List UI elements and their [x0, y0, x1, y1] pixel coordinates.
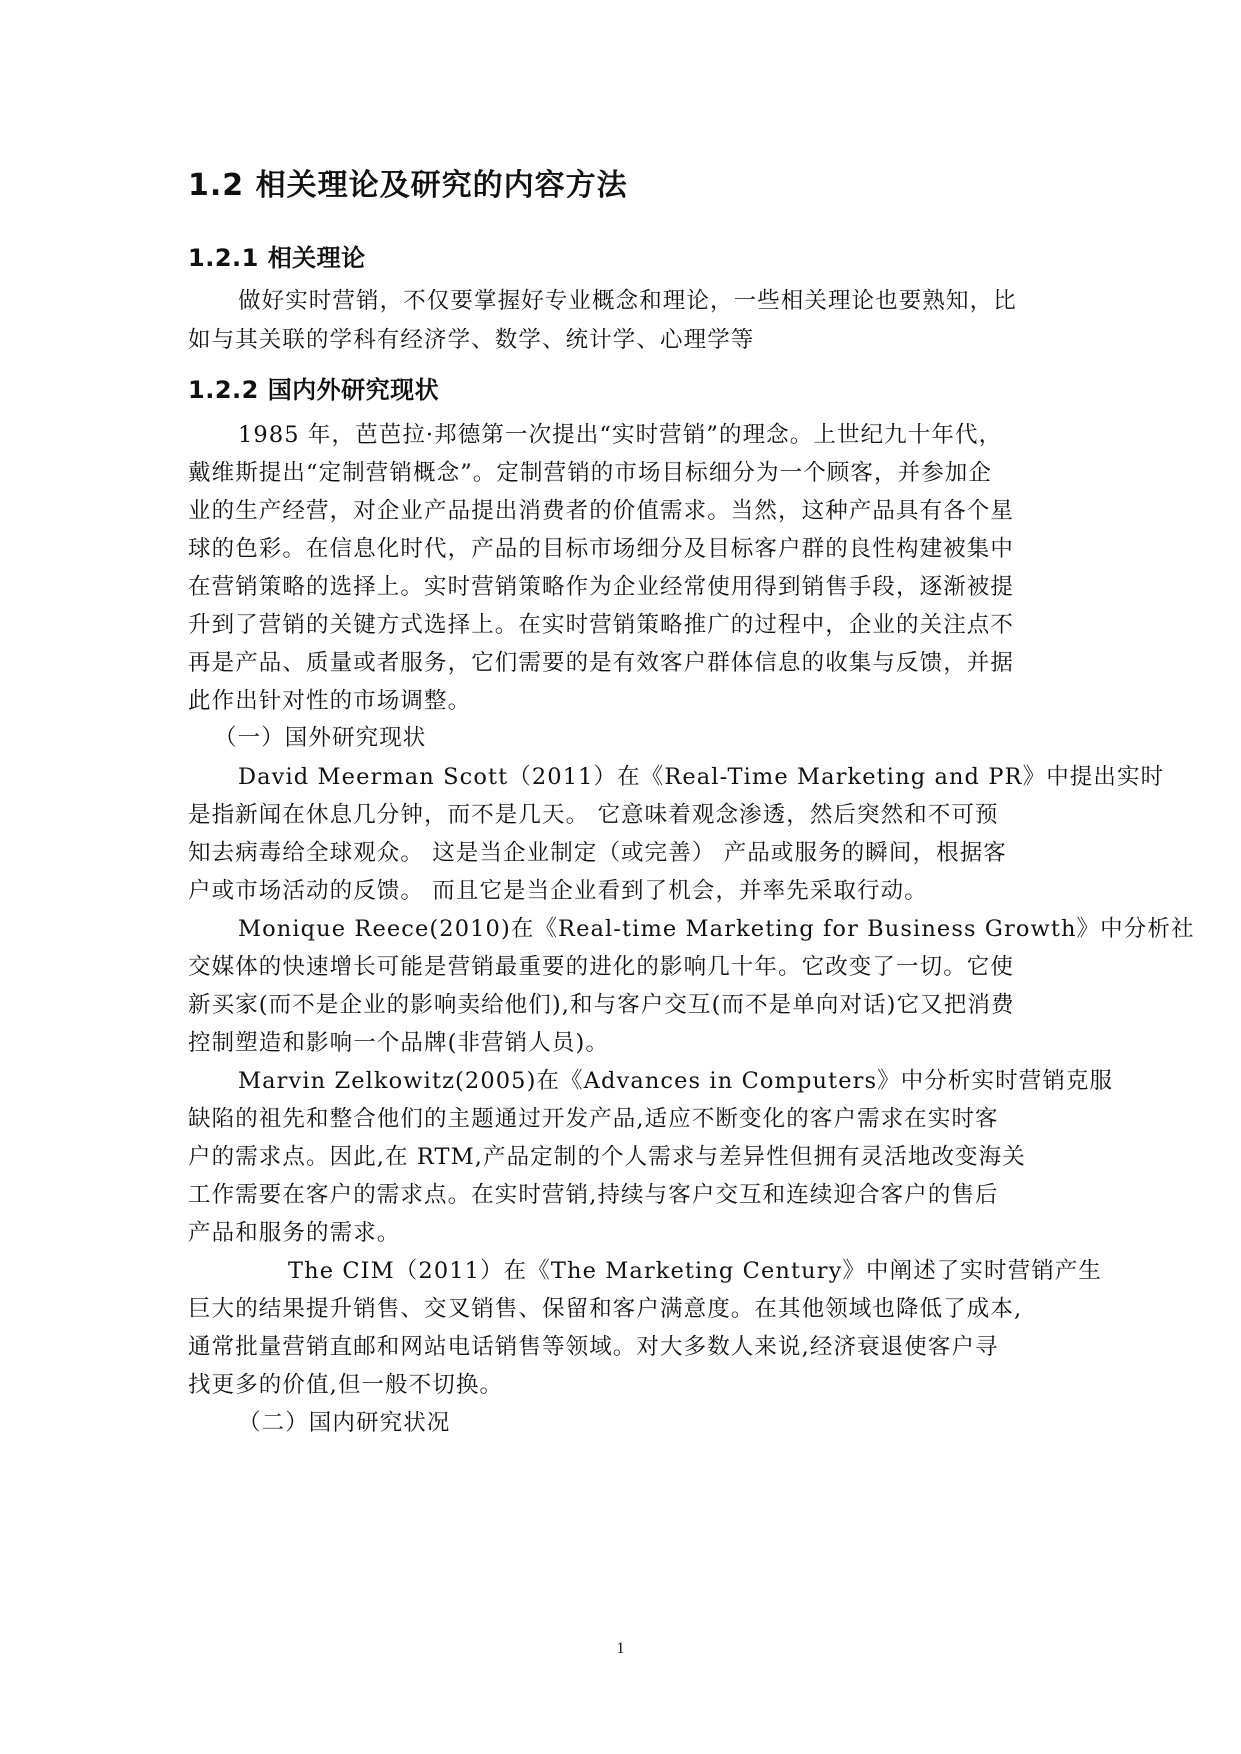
paragraph-line: 在营销策略的选择上。实时营销策略作为企业经常使用得到销售手段，逐渐被提 [188, 574, 1015, 600]
paragraph-line: 是指新闻在休息几分钟，而不是几天。 它意味着观念渗透，然后突然和不可预 [188, 802, 999, 828]
paragraph-line: 此作出针对性的市场调整。 [188, 688, 472, 714]
paragraph-line: 巨大的结果提升销售、交叉销售、保留和客户满意度。在其他领域也降低了成本, [188, 1296, 1023, 1322]
paragraph-line: The CIM（2011）在《The Marketing Century》中阐述了实时营销产生 [288, 1258, 1102, 1284]
paragraph-line: David Meerman Scott（2011）在《Real-Time Marketing and PR》中提出实时 [238, 764, 1165, 790]
subsection-heading-domestic: （二）国内研究状况 [238, 1410, 451, 1436]
paragraph-line: 户或市场活动的反馈。 而且它是当企业看到了机会，并率先采取行动。 [188, 878, 928, 904]
section-heading-1-2-2: 1.2.2 国内外研究现状 [188, 376, 440, 404]
paragraph-line: 球的色彩。在信息化时代，产品的目标市场细分及目标客户群的良性构建被集中 [188, 536, 1015, 562]
paragraph-line: 产品和服务的需求。 [188, 1220, 401, 1246]
paragraph-line: 如与其关联的学科有经济学、数学、统计学、心理学等 [188, 327, 755, 353]
paragraph-line: 再是产品、质量或者服务，它们需要的是有效客户群体信息的收集与反馈，并据 [188, 650, 1015, 676]
paragraph-line: 知去病毒给全球观众。 这是当企业制定（或完善） 产品或服务的瞬间，根据客 [188, 840, 1007, 866]
paragraph-line: Monique Reece(2010)在《Real-time Marketing for Business Growth》中分析社 [238, 916, 1195, 942]
paragraph-line: 1985 年，芭芭拉·邦德第一次提出“实时营销”的理念。上世纪九十年代， [238, 422, 1003, 448]
paragraph-line: 升到了营销的关键方式选择上。在实时营销策略推广的过程中，企业的关注点不 [188, 612, 1015, 638]
paragraph-line: 交媒体的快速增长可能是营销最重要的进化的影响几十年。它改变了一切。它使 [188, 954, 1015, 980]
subsection-heading-foreign: （一）国外研究现状 [214, 725, 427, 751]
paragraph-line: Marvin Zelkowitz(2005)在《Advances in Computers》中分析实时营销克服 [238, 1068, 1114, 1094]
paragraph-line: 找更多的价值,但一般不切换。 [188, 1372, 504, 1398]
paragraph-line: 做好实时营销，不仅要掌握好专业概念和理论，一些相关理论也要熟知，比 [238, 288, 1017, 314]
paragraph-line: 户的需求点。因此,在 RTM,产品定制的个人需求与差异性但拥有灵活地改变海关 [188, 1144, 1026, 1170]
paragraph-line: 通常批量营销直邮和网站电话销售等领域。对大多数人来说,经济衰退使客户寻 [188, 1334, 999, 1360]
paragraph-line: 戴维斯提出“定制营销概念”。定制营销的市场目标细分为一个顾客，并参加企 [188, 460, 993, 486]
paragraph-line: 控制塑造和影响一个品牌(非营销人员)。 [188, 1030, 609, 1056]
paragraph-line: 缺陷的祖先和整合他们的主题通过开发产品,适应不断变化的客户需求在实时客 [188, 1106, 999, 1132]
paragraph-line: 工作需要在客户的需求点。在实时营销,持续与客户交互和连续迎合客户的售后 [188, 1182, 999, 1208]
paragraph-line: 业的生产经营，对企业产品提出消费者的价值需求。当然，这种产品具有各个星 [188, 498, 1015, 524]
paragraph-line: 新买家(而不是企业的影响卖给他们),和与客户交互(而不是单向对话)它又把消费 [188, 992, 1015, 1018]
section-heading-1-2: 1.2 相关理论及研究的内容方法 [188, 168, 628, 203]
page-number: 1 [616, 1640, 625, 1657]
section-heading-1-2-1: 1.2.1 相关理论 [188, 244, 366, 272]
